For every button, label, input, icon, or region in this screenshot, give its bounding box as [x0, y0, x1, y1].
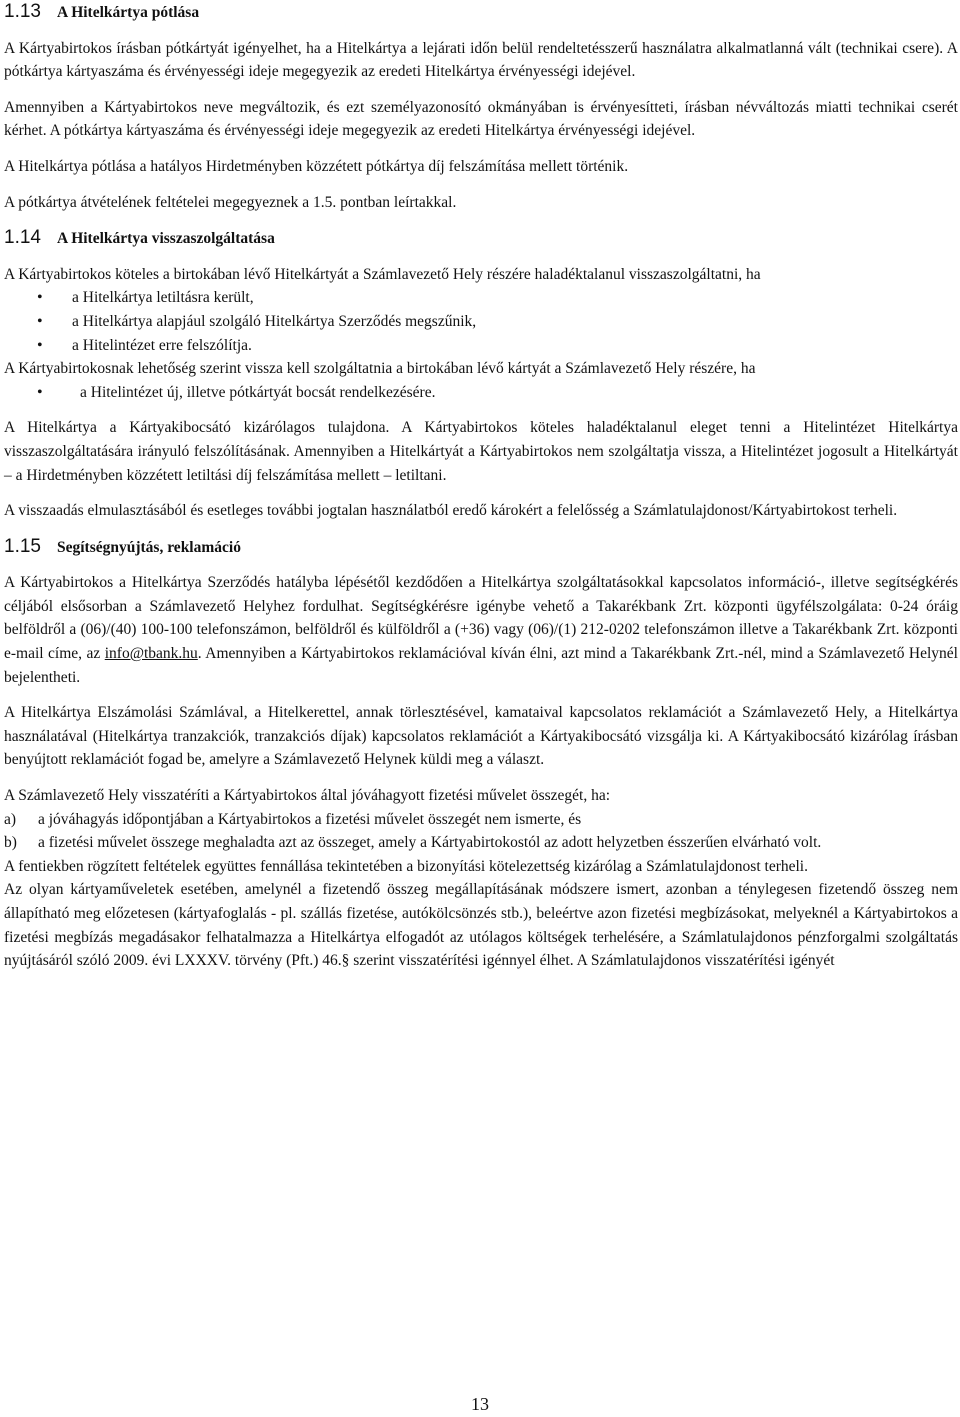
list-marker: a) [4, 810, 17, 828]
section-heading-1-13 [4, 0, 958, 25]
list-marker: b) [4, 834, 17, 852]
document-page [4, 0, 958, 973]
list-item: • a Hitelintézet új, illetve pótkártyát bocsát rendelkezésére. [4, 381, 958, 405]
list-item-text: a fizetési művelet összege meghaladta azt az összeget, amely a Kártyabirtokostól az adott helyzetben ésszerűen elvárható volt. [38, 834, 822, 852]
list-item: • a Hitelkártya alapjául szolgáló Hitelkártya Szerződés megszűnik, [4, 310, 958, 334]
section-number: 1.15 [4, 535, 41, 557]
paragraph-text: . Amennyiben a Kártyabirtokos reklamációval kíván élni, azt mind a Takarékbank Zrt.-nél, mind a Számlavezető Helynél bejelentheti. [4, 645, 958, 686]
paragraph: Az olyan kártyaműveletek esetében, amelynél a fizetendő összeg megállapításának módszere ismert, azonban a ténylegesen fizetendő összeg nem állapítható meg előzetesen (kártyafoglalás - pl. szállás fizetése, autókölcsönzés stb.), beleértve azon fizetési megbízásokat, melyeknél a Kártyabirtokos a fizetési megbízás megadásakor felhatalmazza a Hitelkártya elfogadót az utólagos költségek terhelésére, a Számlatulajdonos pénzforgalmi szolgáltatás nyújtásáról szóló 2009. évi LXXXV. törvény (Pft.) 46.§ szerint visszatérítési igénnyel élhet. A Számlatulajdonos visszatérítési igényét [4, 881, 958, 970]
paragraph: A Kártyabirtokos írásban pótkártyát igényelhet, ha a Hitelkártya a lejárati időn belül rendeltetésszerű használatra alkalmatlanná vált (technikai csere). A pótkártya kártyaszáma és érvényességi ideje megegyezik az eredeti Hitelkártya érvényességi idejével. [4, 39, 958, 81]
section-heading-1-15 [4, 535, 958, 560]
bullet-list [4, 381, 958, 405]
paragraph: A fentiekben rögzített feltételek együttes fennállása tekintetében a bizonyítási kötelezettség kizárólag a Számlatulajdonost terheli. [4, 857, 808, 875]
list-item [4, 808, 958, 832]
paragraph: A Hitelkártya pótlása a hatályos Hirdetményben közzétett pótkártya díj felszámítása mellett történik. [4, 157, 629, 175]
list-item: • a Hitelkártya letiltásra került, [4, 286, 958, 310]
paragraph-text: A Kártyabirtokos a Hitelkártya Szerződés hatályba lépésétől kezdődően a Hitelkártya szolgáltatásokkal kapcsolatos információ-, illetve segítségkérés céljából elsősorban a Számlavezető Helyhez fordulhat. Segítségkérésre igénybe vehető a Takarékbank Zrt. központi ügyfélszolgálata: 0-24 óráig belföldről a (06)/(40) 100-100 telefonszámon, belföldről és külföldről a (+36) vagy (06)/(1) 212-0202 telefonszámon illetve a Takarékbank Zrt. központi e-mail címe, az [4, 574, 958, 663]
paragraph: A visszaadás elmulasztásából és esetleges további jogtalan használatból eredő károkért a felelősség a Számlatulajdonost/Kártyabirtokost terheli. [4, 502, 898, 520]
paragraph [4, 571, 958, 689]
paragraph: A Kártyabirtokos köteles a birtokában lévő Hitelkártyát a Számlavezető Hely részére haladéktalanul visszaszolgáltatni, ha [4, 265, 761, 283]
paragraph: A Kártyabirtokosnak lehetőség szerint vissza kell szolgáltatnia a birtokában lévő kártyát a Számlavezető Hely részére, ha [4, 360, 756, 378]
section-number: 1.14 [4, 227, 41, 249]
bullet-list [4, 286, 958, 357]
paragraph: A Hitelkártya Elszámolási Számlával, a Hitelkerettel, annak törlesztésével, kamataival kapcsolatos reklamációt a Számlavezető Hely, a Hitelkártya használatával (Hitelkártya tranzakciók, tranzakciós díjak) kapcsolatos reklamációt a Kártyakibocsátó vizsgálja ki. A Kártyakibocsátó kizárólag írásban benyújtott reklamációt fogad be, amelyre a Számlavezető Helynek küldi meg a választ. [4, 704, 958, 769]
paragraph: A pótkártya átvételének feltételei megegyeznek a 1.5. pontban leírtakkal. [4, 193, 457, 211]
section-heading-1-14 [4, 226, 958, 251]
paragraph: Amennyiben a Kártyabirtokos neve megváltozik, és ezt személyazonosító okmányában is érvényesítteti, írásban névváltozás miatti technikai cserét kérhet. A pótkártya kártyaszáma és érvényességi ideje megegyezik az eredeti Hitelkártya érvényességi idejével. [4, 98, 958, 140]
section-title: A Hitelkártya pótlása [56, 4, 200, 21]
paragraph: A Számlavezető Hely visszatéríti a Kártyabirtokos által jóváhagyott fizetési művelet összegét, ha: [4, 787, 611, 805]
section-number: 1.13 [4, 1, 41, 22]
list-item-text: a jóváhagyás időpontjában a Kártyabirtokos a fizetési művelet összegét nem ismerte, és [38, 810, 582, 828]
page-number: 13 [471, 1394, 489, 1414]
list-item: • a Hitelintézet erre felszólítja. [4, 334, 958, 358]
section-title: Segítségnyújtás, reklamáció [56, 538, 241, 556]
list-item [4, 831, 958, 855]
section-title: A Hitelkártya visszaszolgáltatása [56, 230, 275, 248]
paragraph: A Hitelkártya a Kártyakibocsátó kizárólagos tulajdona. A Kártyabirtokos köteles haladéktalanul eleget tenni a Hitelintézet Hitelkártya visszaszolgáltatására irányuló felszólításának. Amennyiben a Hitelkártyát a Kártyabirtokos nem szolgáltatja vissza, a Hitelintézet jogosult a Hitelkártyát – a Hirdetményben közzétett letiltási díj felszámítása mellett – letiltani. [4, 419, 958, 484]
email-link[interactable]: info@tbank.hu [104, 645, 198, 663]
